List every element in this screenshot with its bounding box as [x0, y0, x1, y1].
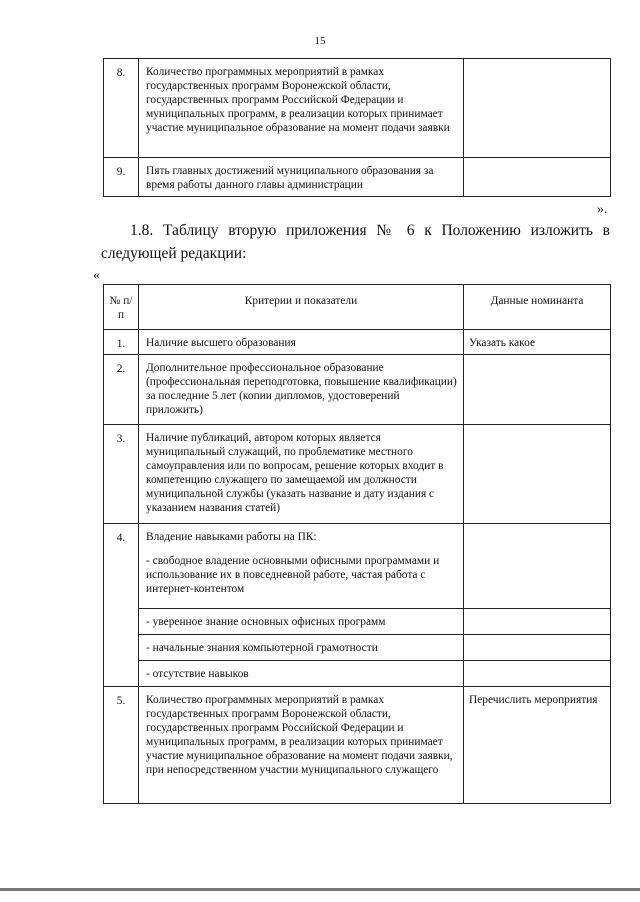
criteria-cell: Наличие высшего образования — [139, 330, 464, 355]
nominee-data-cell — [464, 158, 611, 197]
nominee-data-cell: Перечислить мероприятия — [464, 687, 611, 804]
table-header-row — [104, 285, 611, 330]
nominee-data-cell — [464, 609, 611, 635]
row-number: 5. — [104, 687, 139, 804]
pc-skills-title: Владение навыками работы на ПК: — [146, 531, 317, 543]
opening-quote: « — [93, 268, 100, 283]
nominee-data-cell — [464, 661, 611, 687]
criteria-cell: Дополнительное профессиональное образование (профессиональная переподготовка, повышение квалификации) за последние 5 лет (копии дипломов, удостоверений приложить) — [139, 355, 464, 425]
table-row — [104, 59, 611, 158]
nominee-data-cell — [464, 524, 611, 609]
row-number: 3. — [104, 425, 139, 524]
nominee-data-cell: Указать какое — [464, 330, 611, 355]
row-number: 1. — [104, 330, 139, 355]
table-subrow — [104, 661, 611, 687]
table-row — [104, 330, 611, 355]
criteria-table-continued — [103, 58, 611, 197]
pc-skills-option: - начальные знания компьютерной грамотности — [139, 635, 464, 661]
table-row — [104, 425, 611, 524]
page-number: 15 — [314, 35, 326, 47]
table-subrow — [104, 609, 611, 635]
criteria-cell: Пять главных достижений муниципального образования за время работы данного главы администрации — [139, 158, 464, 197]
pc-skills-option: - свободное владение основными офисными программами и использование их в повседневной работе, частая работа с интернет-контентом — [146, 555, 440, 595]
nominee-data-cell — [464, 635, 611, 661]
header-nominee-data: Данные номинанта — [464, 285, 611, 330]
row-number: 8. — [104, 59, 139, 158]
table-row — [104, 524, 611, 609]
row-number: 4. — [104, 524, 139, 687]
table-row — [104, 355, 611, 425]
amendment-paragraph: 1.8. Таблицу вторую приложения № 6 к Положению изложить в — [130, 222, 610, 239]
nominee-data-cell — [464, 59, 611, 158]
nominee-data-cell — [464, 355, 611, 425]
amendment-paragraph-continuation: следующей редакции: — [101, 245, 247, 262]
criteria-cell — [139, 524, 464, 609]
pc-skills-option: - отсутствие навыков — [139, 661, 464, 687]
table-row — [104, 687, 611, 804]
table-row — [104, 158, 611, 197]
header-criteria: Критерии и показатели — [139, 285, 464, 330]
nominee-data-cell — [464, 425, 611, 524]
table-subrow — [104, 635, 611, 661]
header-number: № п/п — [104, 285, 139, 330]
criteria-cell: Количество программных мероприятий в рамках государственных программ Воронежской области, государственных программ Российской Федерации и муниципальных программ, в реализации которых принимает участие муниципальное образование на момент подачи заявки — [139, 59, 464, 158]
closing-quote: ». — [597, 202, 608, 217]
row-number: 2. — [104, 355, 139, 425]
row-number: 9. — [104, 158, 139, 197]
scan-edge-divider — [0, 888, 640, 891]
criteria-table — [103, 284, 611, 804]
criteria-cell: Наличие публикаций, автором которых является муниципальный служащий, по проблематике местного самоуправления или по вопросам, решение которых входит в компетенцию служащего по замещаемой им должности муниципальной службы (указать название и дату издания с указанием названия статей) — [139, 425, 464, 524]
pc-skills-option: - уверенное знание основных офисных программ — [139, 609, 464, 635]
criteria-cell: Количество программных мероприятий в рамках государственных программ Воронежской области, государственных программ Российской Федерации и муниципальных программ, в реализации которых принимает участие муниципальное образование на момент подачи заявки, при непосредственном участии муниципального служащего — [139, 687, 464, 804]
